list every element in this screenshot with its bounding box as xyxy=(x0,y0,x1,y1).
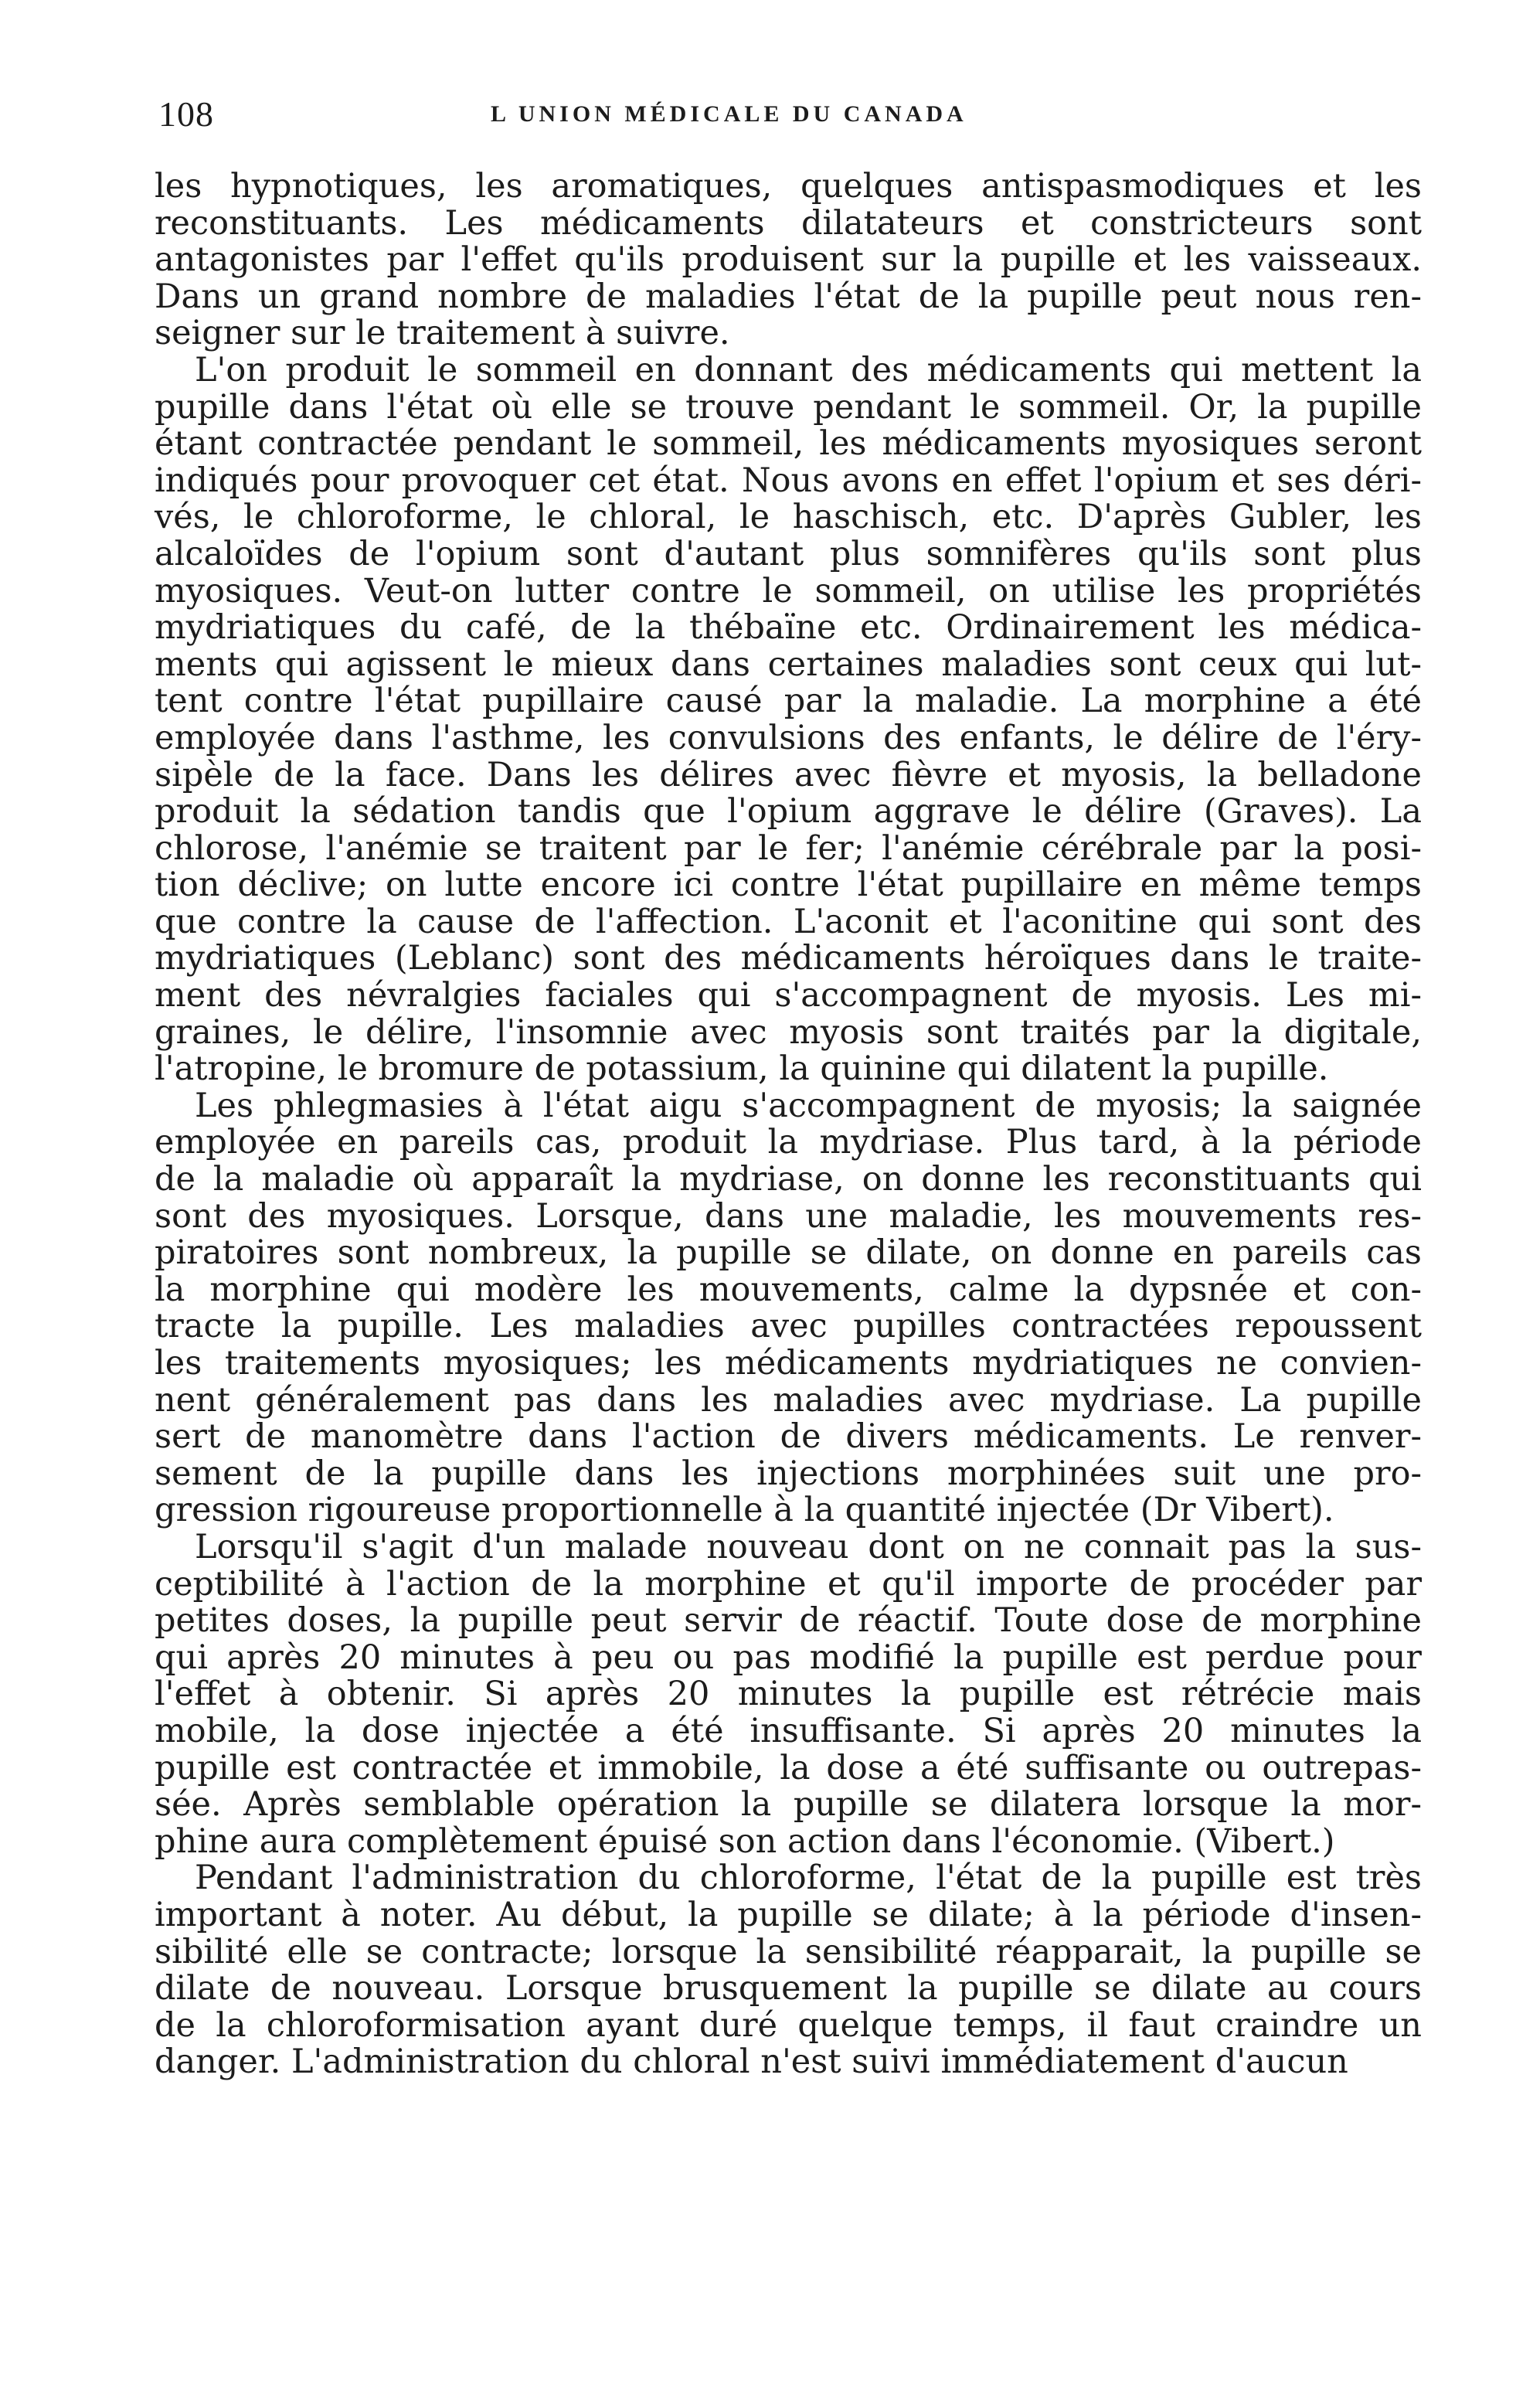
body-text xyxy=(155,168,1422,2081)
text-line: mydriatiques (Leblanc) sont des médicaments héroïques dans le traite- xyxy=(155,939,1422,978)
text-line: pupille est contractée et immobile, la dose a été suffisante ou outrepas- xyxy=(155,1748,1422,1787)
text-line: vés, le chloroforme, le chloral, le haschisch, etc. D'après Gubler, les xyxy=(155,498,1422,537)
text-line: piratoires sont nombreux, la pupille se dilate, on donne en pareils cas xyxy=(155,1233,1422,1273)
text-line: étant contractée pendant le sommeil, les médicaments myosiques seront xyxy=(155,424,1422,464)
text-line: Les phlegmasies à l'état aigu s'accompagnent de myosis; la saignée xyxy=(195,1086,1422,1125)
text-line: les hypnotiques, les aromatiques, quelques antispasmodiques et les xyxy=(155,167,1422,206)
text-line: antagonistes par l'effet qu'ils produisent sur la pupille et les vaisseaux. xyxy=(155,240,1422,280)
text-line: l'atropine, le bromure de potassium, la quinine qui dilatent la pupille. xyxy=(155,1049,1329,1089)
paragraph xyxy=(155,1529,1422,1860)
text-line: sert de manomètre dans l'action de divers médicaments. Le renver- xyxy=(155,1417,1422,1457)
text-line: sont des myosiques. Lorsque, dans une maladie, les mouvements res- xyxy=(155,1196,1422,1236)
text-line: reconstituants. Les médicaments dilatateurs et constricteurs sont xyxy=(155,203,1422,243)
text-line: Lorsqu'il s'agit d'un malade nouveau dont on ne connait pas la sus- xyxy=(195,1527,1422,1566)
text-line: petites doses, la pupille peut servir de réactif. Toute dose de morphine xyxy=(155,1601,1422,1641)
text-line: dilate de nouveau. Lorsque brusquement la pupille se dilate au cours xyxy=(155,1969,1422,2008)
text-line: l'effet à obtenir. Si après 20 minutes la pupille est rétrécie mais xyxy=(155,1675,1422,1714)
text-line: graines, le délire, l'insomnie avec myosis sont traités par la digitale, xyxy=(155,1012,1422,1052)
paragraph xyxy=(155,1088,1422,1529)
text-line: mydriatiques du café, de la thébaïne etc. Ordinairement les médica- xyxy=(155,608,1422,648)
text-line: chlorose, l'anémie se traitent par le fer; l'anémie cérébrale par la posi- xyxy=(155,828,1422,868)
journal-title: L UNION MÉDICALE DU CANADA xyxy=(491,101,967,127)
text-line: nent généralement pas dans les maladies avec mydriase. La pupille xyxy=(155,1380,1422,1420)
text-line: sibilité elle se contracte; lorsque la sensibilité réapparait, la pupille se xyxy=(155,1932,1422,1971)
text-line: tracte la pupille. Les maladies avec pupilles contractées repoussent xyxy=(155,1307,1422,1346)
text-line: gression rigoureuse proportionnelle à la quantité injectée (Dr Vibert). xyxy=(155,1491,1334,1530)
paragraph xyxy=(155,168,1422,352)
text-line: pupille dans l'état où elle se trouve pendant le sommeil. Or, la pupille xyxy=(155,387,1422,427)
text-line: myosiques. Veut-on lutter contre le sommeil, on utilise les propriétés xyxy=(155,571,1422,611)
text-line: indiqués pour provoquer cet état. Nous avons en effet l'opium et ses déri- xyxy=(155,461,1422,500)
text-line: seigner sur le traitement à suivre. xyxy=(155,314,730,353)
text-line: danger. L'administration du chloral n'est suivi immédiatement d'aucun xyxy=(155,2042,1348,2082)
text-line: Dans un grand nombre de maladies l'état de la pupille peut nous ren- xyxy=(155,277,1422,316)
text-line: ments qui agissent le mieux dans certaines maladies sont ceux qui lut- xyxy=(155,645,1422,684)
text-line: tion déclive; on lutte encore ici contre l'état pupillaire en même temps xyxy=(155,866,1422,905)
text-line: employée dans l'asthme, les convulsions des enfants, le délire de l'éry- xyxy=(155,718,1422,757)
text-line: important à noter. Au début, la pupille se dilate; à la période d'insen- xyxy=(155,1895,1422,1934)
text-line: de la maladie où apparaît la mydriase, on donne les reconstituants qui xyxy=(155,1160,1422,1199)
text-line: Pendant l'administration du chloroforme, l'état de la pupille est très xyxy=(195,1859,1422,1898)
text-line: de la chloroformisation ayant duré quelque temps, il faut craindre un xyxy=(155,2005,1422,2045)
text-line: les traitements myosiques; les médicaments mydriatiques ne convien- xyxy=(155,1344,1422,1383)
text-line: produit la sédation tandis que l'opium aggrave le délire (Graves). La xyxy=(155,792,1422,832)
text-line: ment des névralgies faciales qui s'accompagnent de myosis. Les mi- xyxy=(155,976,1422,1015)
paragraph xyxy=(155,1860,1422,2081)
text-line: que contre la cause de l'affection. L'aconit et l'aconitine qui sont des xyxy=(155,902,1422,941)
text-line: tent contre l'état pupillaire causé par la maladie. La morphine a été xyxy=(155,682,1422,721)
text-line: alcaloïdes de l'opium sont d'autant plus somnifères qu'ils sont plus xyxy=(155,534,1422,573)
text-line: sée. Après semblable opération la pupille se dilatera lorsque la mor- xyxy=(155,1785,1422,1825)
text-line: employée en pareils cas, produit la mydriase. Plus tard, à la période xyxy=(155,1123,1422,1162)
paragraph xyxy=(155,352,1422,1088)
text-line: L'on produit le sommeil en donnant des médicaments qui mettent la xyxy=(195,350,1422,389)
text-line: sement de la pupille dans les injections morphinées suit une pro- xyxy=(155,1454,1422,1493)
text-line: phine aura complètement épuisé son action dans l'économie. (Vibert.) xyxy=(155,1821,1335,1861)
text-line: sipèle de la face. Dans les délires avec fièvre et myosis, la belladone xyxy=(155,755,1422,794)
text-line: ceptibilité à l'action de la morphine et qu'il importe de procéder par xyxy=(155,1564,1422,1604)
running-head xyxy=(158,91,1422,138)
text-line: mobile, la dose injectée a été insuffisante. Si après 20 minutes la xyxy=(155,1711,1422,1750)
text-line: la morphine qui modère les mouvements, calme la dypsnée et con- xyxy=(155,1270,1422,1309)
text-line: qui après 20 minutes à peu ou pas modifié la pupille est perdue pour xyxy=(155,1638,1422,1677)
page-number: 108 xyxy=(158,94,214,134)
